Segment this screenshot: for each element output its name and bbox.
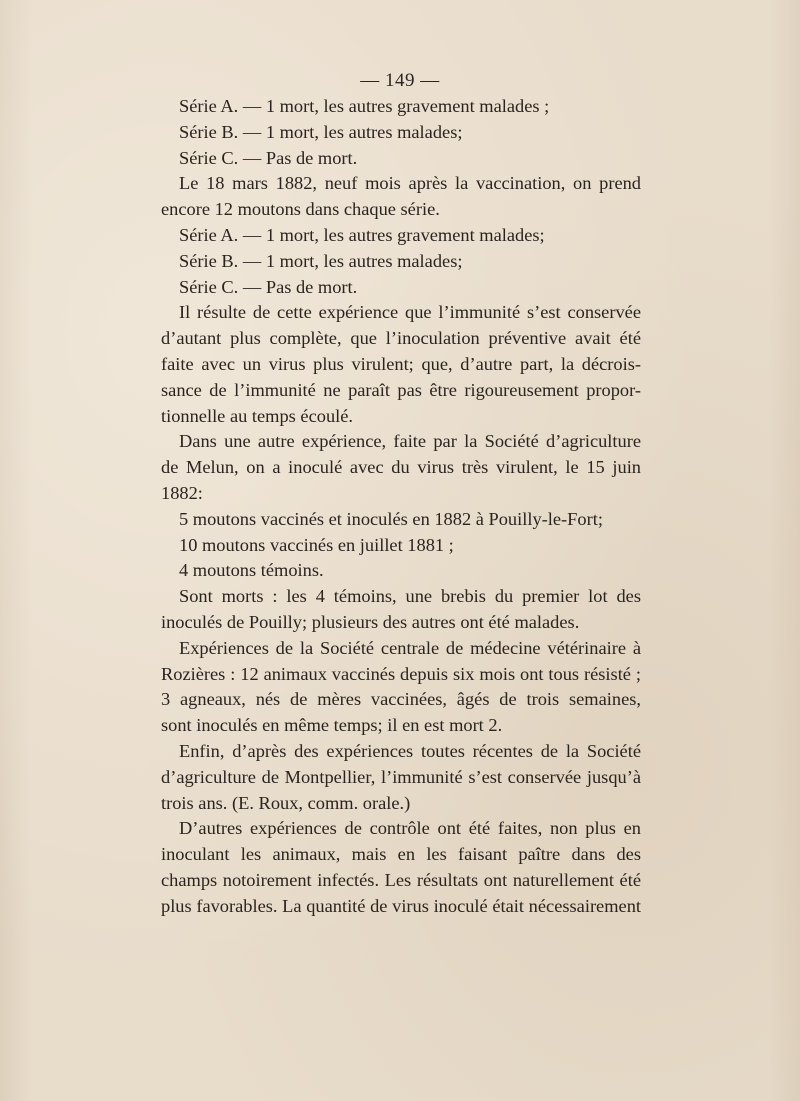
text-line: inoculant les animaux, mais en les faisant paître dans des bbox=[161, 844, 641, 865]
text-line: 4 moutons témoins. bbox=[179, 560, 324, 581]
text-line: plus favorables. La quantité de virus inoculé était nécessairement bbox=[161, 895, 641, 916]
text-line: inoculés de Pouilly; plusieurs des autres ont été malades. bbox=[161, 611, 580, 632]
text-line: de Melun, on a inoculé avec du virus très virulent, le 15 juin bbox=[161, 457, 641, 478]
text-line: Dans une autre expérience, faite par la Société d’agriculture bbox=[179, 431, 641, 452]
text-line: Série B. — 1 mort, les autres malades; bbox=[179, 250, 463, 271]
text-line: Enfin, d’après des expériences toutes récentes de la Société bbox=[179, 740, 641, 761]
text-line: D’autres expériences de contrôle ont été faites, non plus en bbox=[179, 818, 641, 839]
text-line: d’agriculture de Montpellier, l’immunité s’est conservée jusqu’à bbox=[161, 766, 641, 787]
text-line: Le 18 mars 1882, neuf mois après la vaccination, on prend bbox=[179, 173, 641, 194]
text-line: Série A. — 1 mort, les autres gravement malades ; bbox=[179, 96, 550, 116]
text-line: Série A. — 1 mort, les autres gravement malades; bbox=[179, 224, 545, 245]
text-line: champs notoirement infectés. Les résultats ont naturellement été bbox=[161, 869, 641, 890]
text-line: sont inoculés en même temps; il en est mort 2. bbox=[161, 715, 503, 736]
text-line: 10 moutons vaccinés en juillet 1881 ; bbox=[179, 534, 454, 555]
text-line: Série C. — Pas de mort. bbox=[179, 276, 358, 297]
text-line: sance de l’immunité ne paraît pas être rigoureusement propor- bbox=[161, 379, 641, 400]
text-line: tionnelle au temps écoulé. bbox=[161, 405, 354, 426]
text-line: Série C. — Pas de mort. bbox=[179, 147, 358, 168]
text-line: d’autant plus complète, que l’inoculation préventive avait été bbox=[161, 328, 641, 349]
text-line: Rozières : 12 animaux vaccinés depuis six mois ont tous résisté ; bbox=[161, 663, 641, 684]
text-line: 5 moutons vaccinés et inoculés en 1882 à Pouilly-le-Fort; bbox=[179, 508, 603, 529]
body-text bbox=[161, 94, 641, 920]
text-line: Il résulte de cette expérience que l’immunité s’est conservée bbox=[179, 302, 641, 323]
text-line: 1882: bbox=[161, 482, 203, 503]
text-line: Série B. — 1 mort, les autres malades; bbox=[179, 121, 463, 142]
text-line: 3 agneaux, nés de mères vaccinées, âgés de trois semaines, bbox=[161, 689, 641, 710]
text-line: trois ans. (E. Roux, comm. orale.) bbox=[161, 792, 411, 813]
page-number: — 149 — bbox=[360, 70, 440, 91]
text-line: faite avec un virus plus virulent; que, d’autre part, la décrois- bbox=[161, 353, 641, 374]
text-line: Expériences de la Société centrale de médecine vétérinaire à bbox=[179, 637, 641, 658]
text-line: Sont morts : les 4 témoins, une brebis du premier lot des bbox=[179, 586, 641, 607]
text-line: encore 12 moutons dans chaque série. bbox=[161, 199, 440, 220]
